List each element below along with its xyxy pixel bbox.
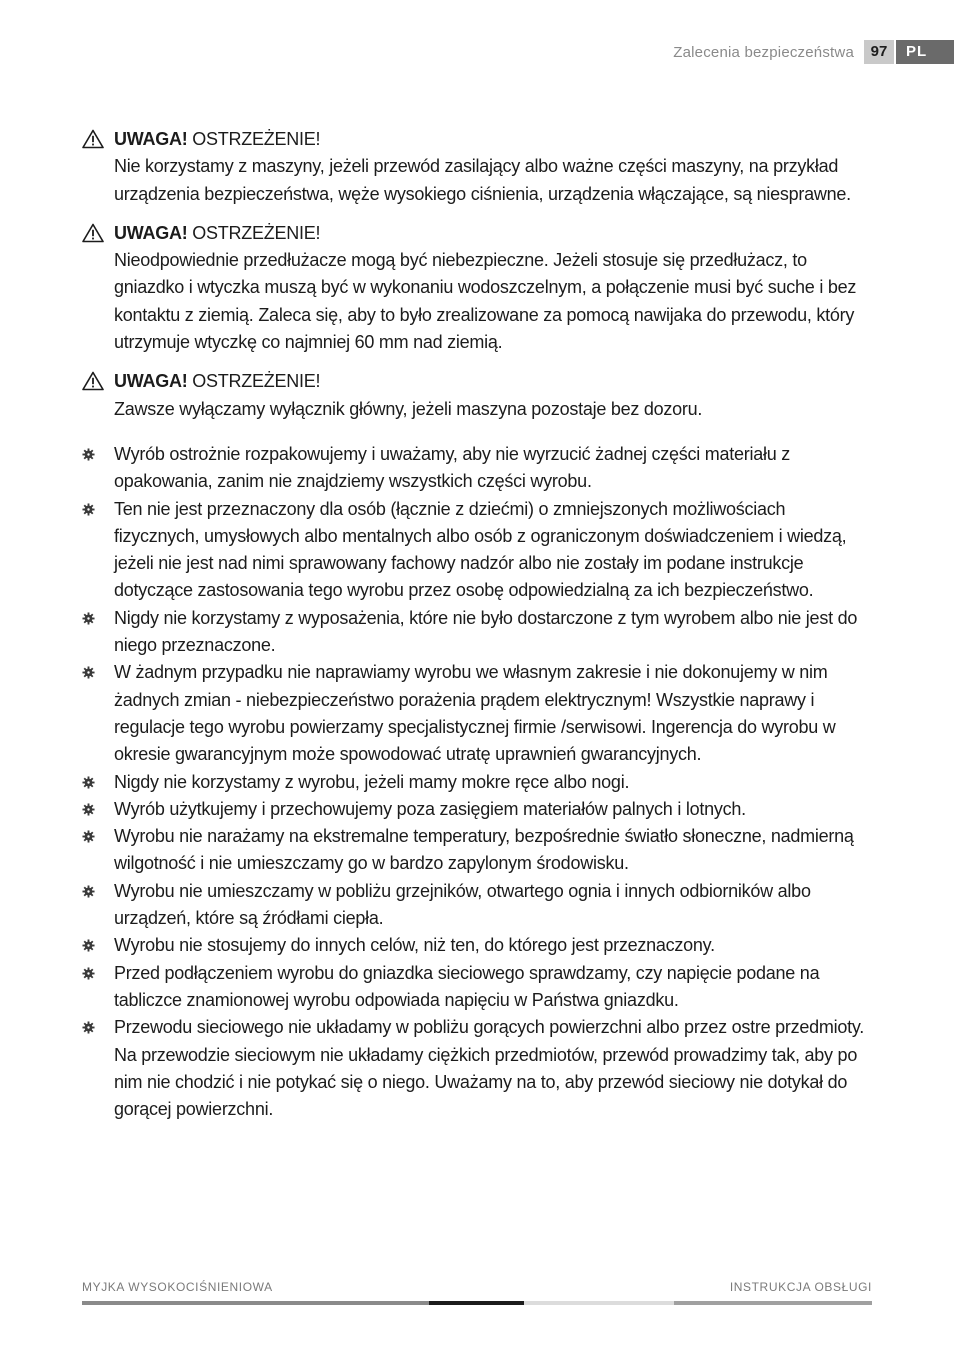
warning-triangle-icon — [82, 223, 104, 243]
footer-bar-segment — [82, 1301, 429, 1305]
warning-text: Nieodpowiednie przedłużacze mogą być niebezpieczne. Jeżeli stosuje się przedłużacz, to gniazdko i wtyczka muszą być w wykonaniu wodoszczelnym, a połączenie musi być suche i bez kontaktu z ziemią. Zaleca się, aby to było zrealizowane za pomocą nawijaka do przewodu, który utrzymuje wtyczkę co najmniej 60 mm nad ziemią. — [114, 250, 857, 353]
warning-text: Nie korzystamy z maszyny, jeżeli przewód zasilający albo ważne części maszyny, na przykład urządzenia bezpieczeństwa, węże wysokiego ciśnienia, urządzenia włączające, są niesprawne. — [114, 156, 851, 204]
gear-bullet-icon — [82, 967, 95, 980]
warning-label: OSTRZEŻENIE! — [192, 371, 321, 392]
safety-list — [82, 441, 872, 1123]
warning-text: Zawsze wyłączamy wyłącznik główny, jeżeli maszyna pozostaje bez dozoru. — [114, 398, 703, 419]
gear-bullet-icon — [82, 803, 95, 816]
section-title: Zalecenia bezpieczeństwa — [673, 44, 854, 61]
gear-bullet-icon — [82, 885, 95, 898]
list-item: Wyrób użytkujemy i przechowujemy poza zasięgiem materiałów palnych i lotnych. — [82, 796, 872, 823]
gear-bullet-icon — [82, 503, 95, 516]
gear-bullet-icon — [82, 939, 95, 952]
footer-product-name: MYJKA WYSOKOCIŚNIENIOWA — [82, 1280, 273, 1294]
warning-triangle-icon — [82, 129, 104, 149]
warning-block — [82, 126, 872, 208]
list-item: Wyrobu nie narażamy na ekstremalne temperatury, bezpośrednie światło słoneczne, nadmierną wilgotność i nie umieszczamy go w bardzo zapylonym środowisku. — [82, 823, 872, 878]
footer-bar-segment — [429, 1301, 524, 1305]
language-badge: PL — [896, 40, 954, 64]
warning-triangle-icon — [82, 371, 104, 391]
gear-bullet-icon — [82, 830, 95, 843]
gear-bullet-icon — [82, 776, 95, 789]
footer-doc-type: INSTRUKCJA OBSŁUGI — [729, 1280, 872, 1294]
gear-bullet-icon — [82, 612, 95, 625]
warning-label: OSTRZEŻENIE! — [192, 222, 321, 243]
list-item: Nigdy nie korzystamy z wyposażenia, które nie było dostarczone z tym wyrobem albo nie jest do niego przeznaczone. — [82, 605, 872, 660]
warning-label: OSTRZEŻENIE! — [192, 129, 321, 149]
list-item: Wyrób ostrożnie rozpakowujemy i uważamy, aby nie wyrzucić żadnej części materiału z opakowania, zanim nie znajdziemy wszystkich części wyrobu. — [82, 441, 872, 496]
footer-bar-segment — [674, 1301, 872, 1305]
footer-divider — [82, 1301, 872, 1305]
list-item: Przed podłączeniem wyrobu do gniazdka sieciowego sprawdzamy, czy napięcie podane na tabliczce znamionowej wyrobu odpowiada napięciu w Państwa gniazdku. — [82, 960, 872, 1015]
list-item: Nigdy nie korzystamy z wyrobu, jeżeli mamy mokre ręce albo nogi. — [82, 769, 872, 796]
warning-block — [82, 220, 872, 356]
list-item: W żadnym przypadku nie naprawiamy wyrobu we własnym zakresie i nie dokonujemy w nim żadnych zmian - niebezpieczeństwo porażenia prądem elektrycznym! Wszystkie naprawy i regulacje tego wyrobu powierzamy specjalistycznej firmie /serwisowi. Ingerencja do wyrobu w okresie gwarancyjnym może spowodować utratę uprawnień gwarancyjnych. — [82, 659, 872, 768]
list-item: Przewodu sieciowego nie układamy w pobliżu gorących powierzchni albo przez ostre przedmioty. Na przewodzie sieciowym nie układamy ciężkich przedmiotów, przewód prowadzimy tak, aby po nim nie chodzić i nie potykać się o niego. Uważamy na to, aby przewód sieciowy nie dotykał do gorącej powierzchni. — [82, 1014, 872, 1123]
gear-bullet-icon — [82, 1021, 95, 1034]
list-item: Wyrobu nie stosujemy do innych celów, niż ten, do którego jest przeznaczony. — [82, 932, 872, 959]
gear-bullet-icon — [82, 448, 95, 461]
gear-bullet-icon — [82, 666, 95, 679]
warning-block — [82, 368, 872, 423]
footer-bar-segment — [524, 1301, 674, 1305]
warning-keyword: UWAGA! — [114, 371, 188, 392]
warning-keyword: UWAGA! — [114, 222, 188, 243]
list-item: Ten nie jest przeznaczony dla osób (łącznie z dziećmi) o zmniejszonych możliwościach fizycznych, umysłowych albo mentalnych albo osób z ograniczonym doświadczeniem i wiedzą, jeżeli nie jest nad nimi sprawowany fachowy nadzór albo nie zostały im podane instrukcje dotyczące zastosowania tego wyrobu przez osobę odpowiedzialną za ich bezpieczeństwo. — [82, 496, 872, 605]
warning-keyword: UWAGA! — [114, 129, 188, 149]
page-number: 97 — [864, 40, 894, 64]
list-item: Wyrobu nie umieszczamy w pobliżu grzejników, otwartego ognia i innych odbiorników albo urządzeń, które są źródłami ciepła. — [82, 878, 872, 933]
page-content — [82, 126, 872, 1123]
